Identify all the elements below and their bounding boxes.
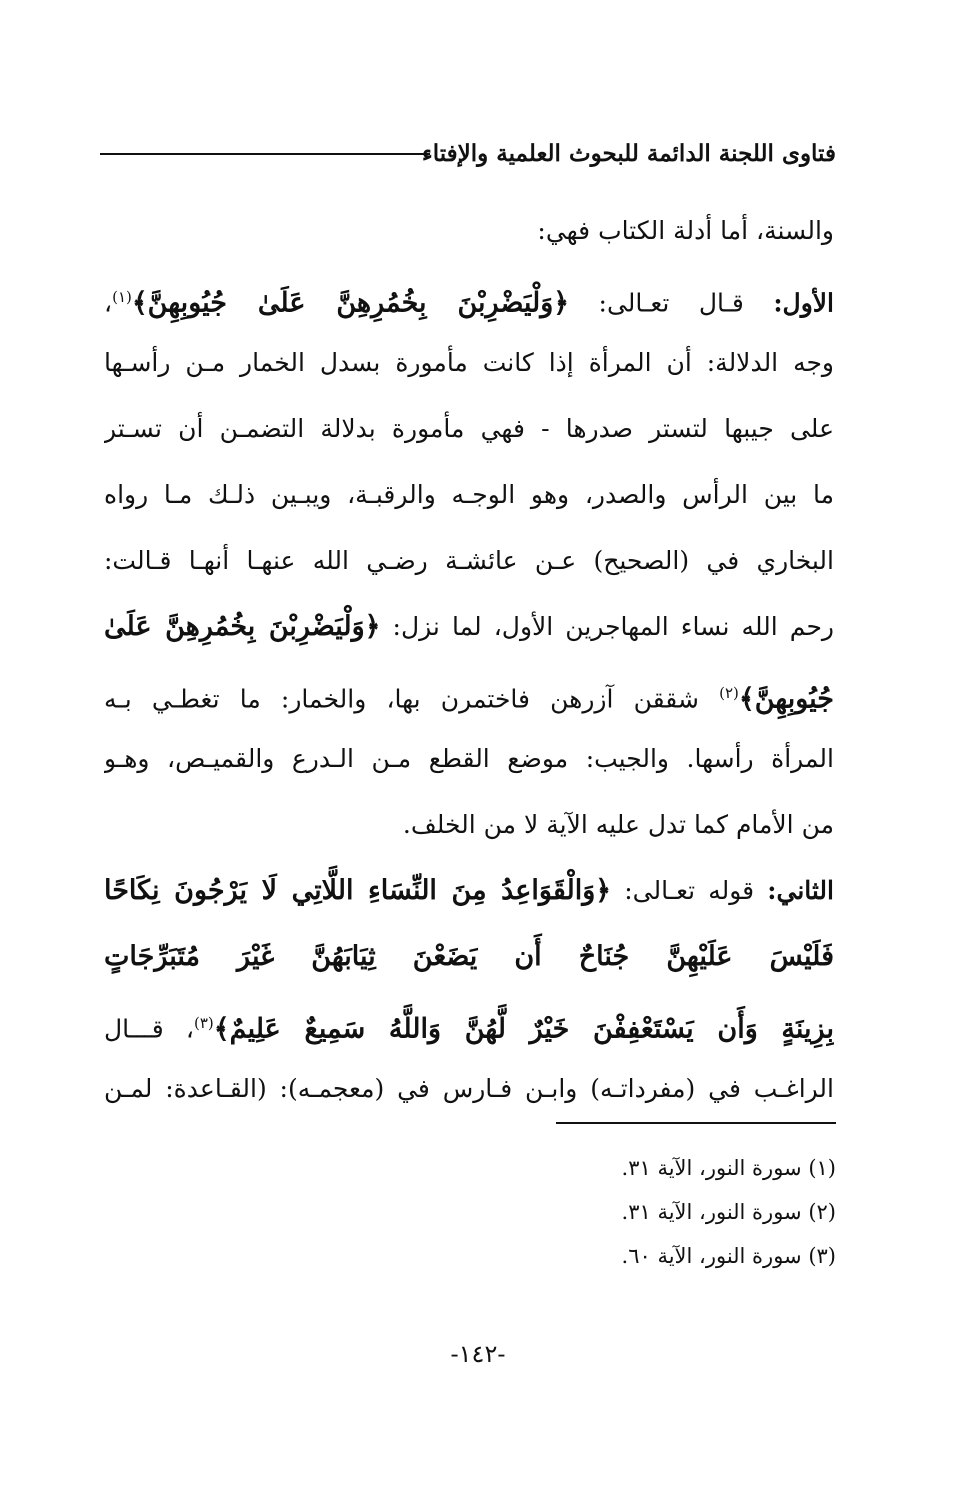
text-span: ، قـــال bbox=[104, 1014, 194, 1044]
quran-verse: ﴿وَالْقَوَاعِدُ مِنَ النِّسَاءِ اللَّاتِي لَا يَرْجُونَ نِكَاحًا bbox=[104, 875, 612, 906]
running-header bbox=[100, 138, 836, 170]
text-span: ، bbox=[104, 288, 113, 318]
text-span: شققن آزرهن فاختمرن بها، والخمار: ما تغطـي بـه bbox=[104, 684, 720, 714]
quran-verse: ﴿وَلْيَضْرِبْنَ بِخُمُرِهِنَّ عَلَىٰ جُيُوبِهِنَّ﴾ bbox=[131, 287, 570, 319]
footnotes bbox=[622, 1146, 836, 1278]
text-line bbox=[104, 990, 834, 1056]
text-line: وجه الدلالة: أن المرأة إذا كانت مأمورة بسدل الخمار مـن رأسـها bbox=[104, 348, 834, 377]
footnote-ref: (١) bbox=[112, 288, 132, 306]
text-line bbox=[104, 264, 834, 330]
quran-verse: جُيُوبِهِنَّ﴾ bbox=[738, 683, 834, 715]
footnote: (٢) سورة النور، الآية ٣١. bbox=[621, 1200, 836, 1224]
section-label: الأول: bbox=[773, 288, 834, 318]
quran-verse: بِزِينَةٍ وَأَن يَسْتَعْفِفْنَ خَيْرٌ لَّهُنَّ وَاللَّهُ سَمِيعٌ عَلِيمٌ﴾ bbox=[213, 1013, 834, 1045]
text-line: ما بين الرأس والصدر، وهو الوجـه والرقبـة، ويبـين ذلـك مـا رواه bbox=[104, 480, 834, 509]
text-line: والسنة، أما أدلة الكتاب فهي: bbox=[537, 216, 834, 245]
text-line bbox=[104, 924, 834, 990]
text-line: الراغـب في (مفرداتـه) وابـن فـارس في (معجمـه): (القـاعدة: لمـن bbox=[104, 1074, 834, 1103]
quran-verse: فَلَيْسَ عَلَيْهِنَّ جُنَاحٌ أَن يَضَعْنَ ثِيَابَهُنَّ غَيْرَ مُتَبَرِّجَاتٍ bbox=[104, 941, 834, 972]
section-label: الثاني: bbox=[767, 876, 834, 905]
main-text bbox=[104, 198, 834, 1122]
text-line: من الأمام كما تدل عليه الآية لا من الخلف. bbox=[402, 810, 834, 839]
text-line bbox=[104, 858, 834, 924]
text-line bbox=[104, 660, 834, 726]
text-line bbox=[104, 594, 834, 660]
text-span: قوله تعـالى: bbox=[611, 876, 768, 905]
text-line: على جيبها لتستر صدرها - فهي مأمورة بدلالة التضمـن أن تسـتر bbox=[104, 414, 834, 443]
header-rule bbox=[100, 153, 430, 155]
footnote-ref: (٢) bbox=[719, 684, 739, 702]
text-span: رحم الله نساء المهاجرين الأول، لما نزل: bbox=[380, 612, 834, 641]
footnote: (٣) سورة النور، الآية ٦٠. bbox=[621, 1244, 836, 1268]
footnote-ref: (٣) bbox=[194, 1014, 214, 1032]
text-line: البخاري في (الصحيح) عـن عائشـة رضـي الله عنهـا أنهـا قـالت: bbox=[104, 546, 834, 575]
footnote: (١) سورة النور، الآية ٣١. bbox=[621, 1156, 836, 1180]
quran-verse: ﴿وَلْيَضْرِبْنَ بِخُمُرِهِنَّ عَلَىٰ bbox=[104, 611, 381, 642]
text-span: قـال تعـالى: bbox=[569, 288, 774, 318]
page-number: -١٤٢- bbox=[450, 1340, 506, 1368]
footnote-separator bbox=[556, 1122, 836, 1124]
text-line: المرأة رأسها. والجيب: موضع القطع مـن الـدرع والقميـص، وهـو bbox=[104, 744, 834, 773]
header-title: فتاوى اللجنة الدائمة للبحوث العلمية والإفتاء bbox=[421, 140, 836, 167]
